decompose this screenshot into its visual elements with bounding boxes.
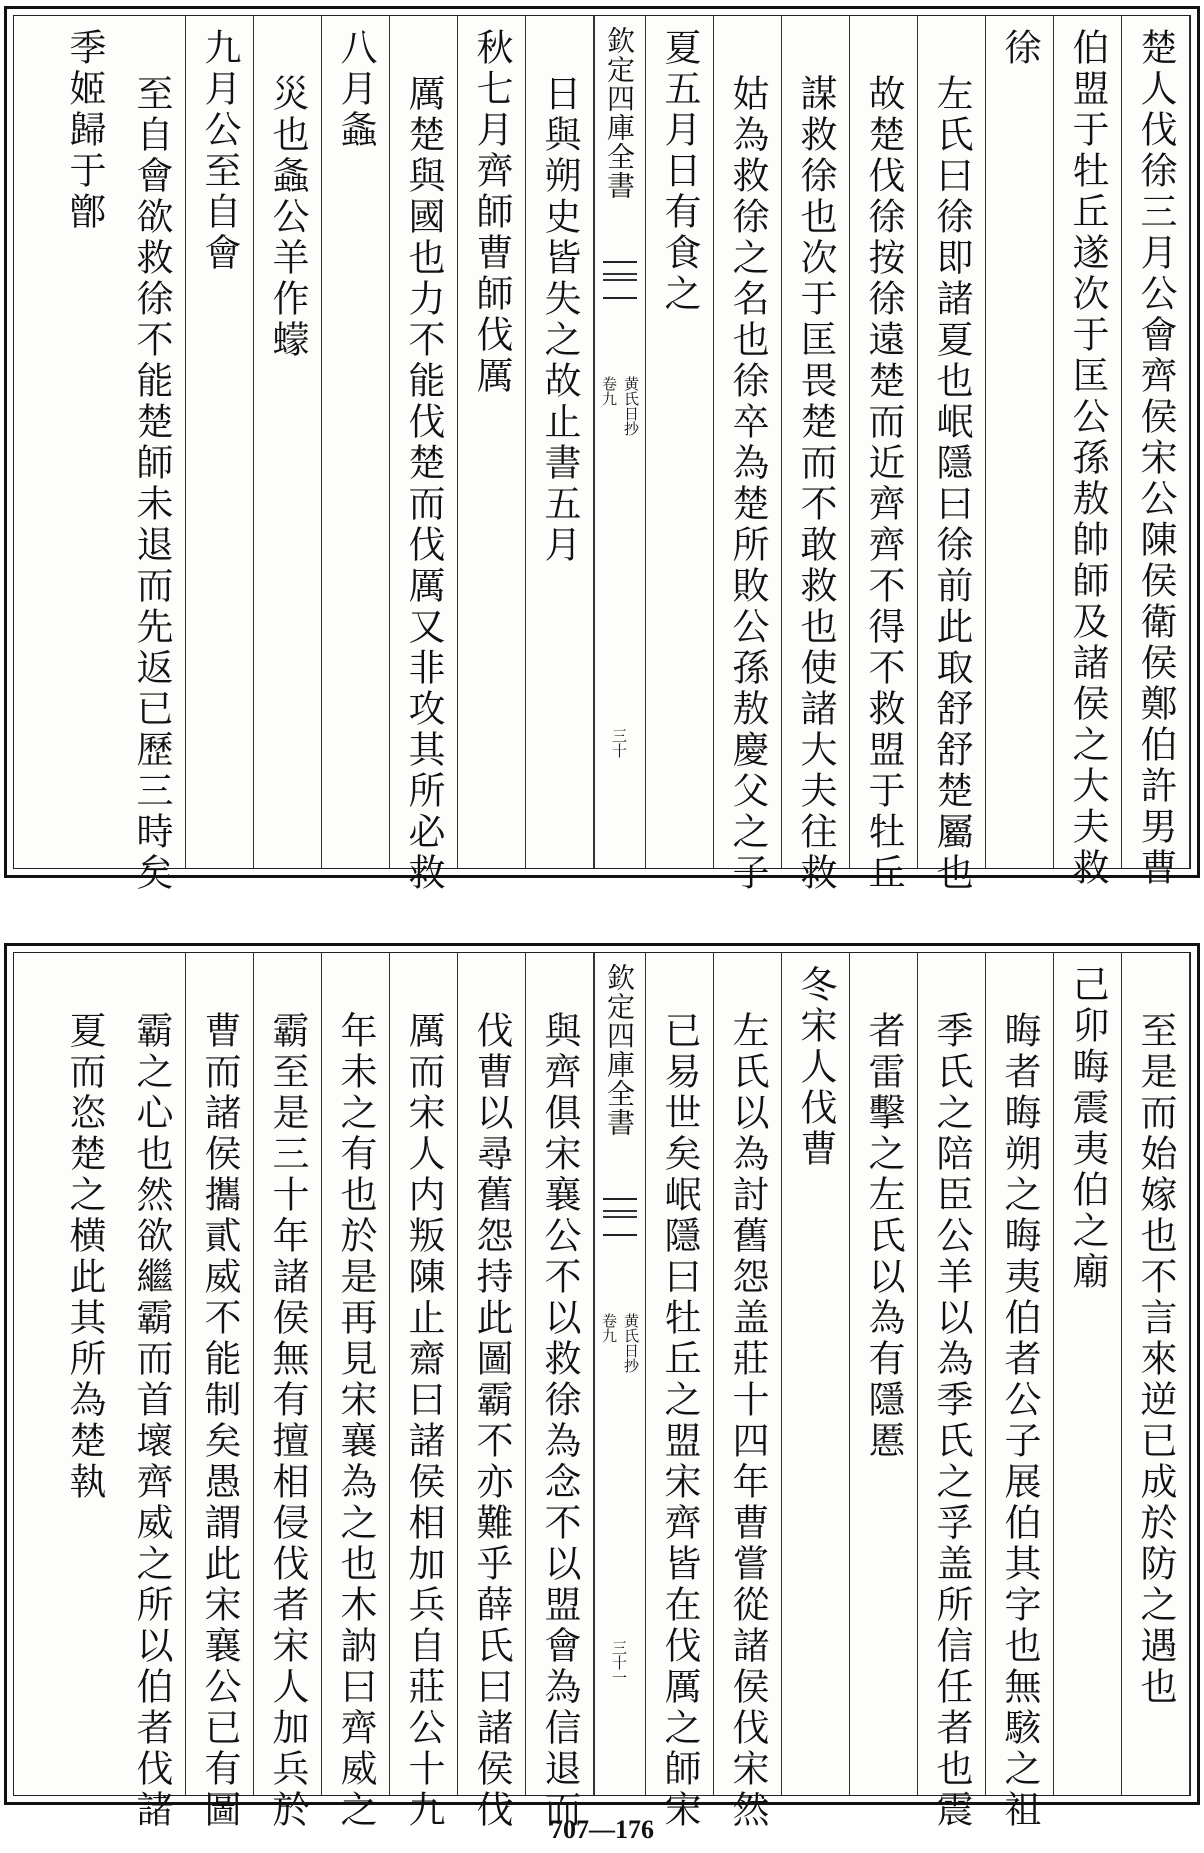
text-column: 楚人伐徐三月公會齊侯宋公陳侯衛侯鄭伯許男曹 <box>1122 16 1190 868</box>
text-column: 霸之心也然欲繼霸而首壞齊威之所以伯者伐諸 <box>118 953 186 1795</box>
text-column: 晦者晦朔之晦夷伯者公子展伯其字也無駭之祖 <box>986 953 1054 1795</box>
text-column: 夏而恣楚之横此其所為楚執 <box>63 1011 106 1503</box>
page-number-footer: 707—176 <box>550 1815 654 1844</box>
text-column: 己卯晦震夷伯之廟 <box>1054 953 1122 1795</box>
text-column: 左氏以為討舊怨盖莊十四年曹嘗從諸侯伐宋然 <box>714 953 782 1795</box>
text-column: 秋七月齊師曹師伐厲 <box>458 16 526 868</box>
text-column: 霸至是三十年諸侯無有擅相侵伐者宋人加兵於 <box>254 953 322 1795</box>
text-column: 九月公至自會 <box>186 16 254 868</box>
text-column: 季氏之陪臣公羊以為季氏之孚盖所信任者也震 <box>918 953 986 1795</box>
text-column: 八月螽 <box>322 16 390 868</box>
page-top <box>4 6 1200 894</box>
volume-label: 卷九 <box>600 376 618 406</box>
book-title: 欽定四庫全書 <box>603 26 636 200</box>
text-column: 徐 <box>986 16 1054 868</box>
text-column: 至是而始嫁也不言來逆已成於防之遇也 <box>1122 953 1190 1795</box>
fish-tail-ornament <box>603 1198 637 1236</box>
text-column: 厲而宋人内叛陳止齋曰諸侯相加兵自莊公十九 <box>390 953 458 1795</box>
folio-number: 三十 <box>610 728 628 758</box>
text-column: 日與朔史皆失之故止書五月 <box>526 16 594 868</box>
page-frame <box>13 15 1191 894</box>
text-column: 夏五月日有食之 <box>646 16 714 868</box>
text-column: 者雷擊之左氏以為有隱慝 <box>850 953 918 1795</box>
text-column: 厲楚與國也力不能伐楚而伐厲又非攻其所必救 <box>390 16 458 868</box>
text-column: 災也螽公羊作蠓 <box>254 16 322 868</box>
center-margin <box>594 953 646 1795</box>
text-column: 故楚伐徐按徐遠楚而近齊齊不得不救盟于牡丘 <box>850 16 918 868</box>
text-column: 左氏曰徐即諸夏也岷隱曰徐前此取舒舒楚屬也 <box>918 16 986 868</box>
text-column: 謀救徐也次于匡畏楚而不敢救也使諸大夫往救 <box>782 16 850 868</box>
fish-tail-ornament <box>603 261 637 299</box>
text-column: 姑為救徐之名也徐卒為楚所敗公孫敖慶父之子 <box>714 16 782 868</box>
folio-number: 三十一 <box>610 1640 628 1685</box>
source-label: 黄氏日抄 <box>622 1313 640 1373</box>
text-column: 季姬歸于鄫 <box>63 28 106 233</box>
text-column: 已易世矣岷隱曰牡丘之盟宋齊皆在伐厲之師宋 <box>646 953 714 1795</box>
volume-label: 卷九 <box>600 1313 618 1343</box>
text-column: 年未之有也於是再見宋襄為之也木訥曰齊威之 <box>322 953 390 1795</box>
source-label: 黄氏日抄 <box>622 376 640 436</box>
text-column: 冬宋人伐曹 <box>782 953 850 1795</box>
text-column: 伐曹以尋舊怨持此圖霸不亦難乎薛氏曰諸侯伐 <box>458 953 526 1795</box>
text-column: 至自會欲救徐不能楚師未退而先返已歷三時矣 <box>118 16 186 868</box>
text-column: 曹而諸侯攜貳威不能制矣愚謂此宋襄公已有圖 <box>186 953 254 1795</box>
center-margin <box>594 16 646 868</box>
book-title: 欽定四庫全書 <box>603 963 636 1137</box>
text-column: 與齊俱宋襄公不以救徐為念不以盟會為信退而 <box>526 953 594 1795</box>
text-column: 伯盟于牡丘遂次于匡公孫敖帥師及諸侯之大夫救 <box>1054 16 1122 868</box>
